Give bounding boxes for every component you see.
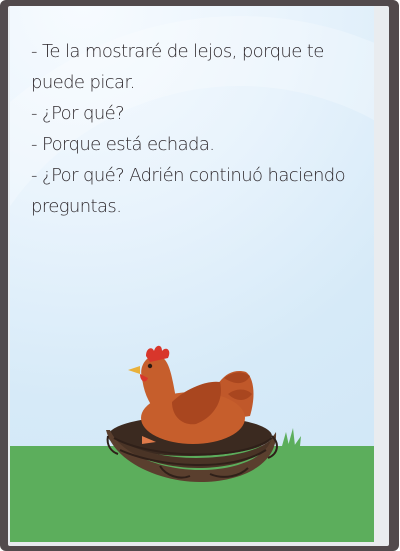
grass-tuft-icon [282,428,301,446]
story-line: - ¿Por qué? Adrién continuó haciendo preguntas. [31,165,346,217]
hen-on-nest-icon [10,6,374,542]
story-line: - Porque está echada. [31,134,215,155]
story-page [10,6,374,542]
story-line: - Te la mostraré de lejos, porque te puede picar. [31,41,324,93]
nest-icon [106,346,277,482]
story-line: - ¿Por qué? [31,103,125,124]
